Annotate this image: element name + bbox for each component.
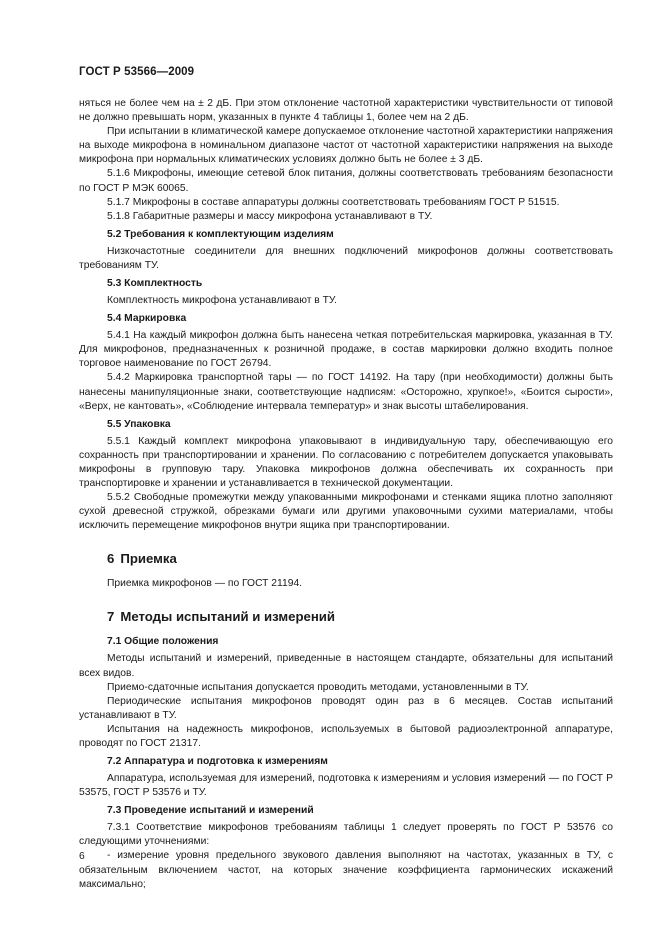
paragraph: 5.5.2 Свободные промежутки между упакованными микрофонами и стенками ящика плотно заполняют сухой древесной стружкой, обрезками бумаги или другими упаковочными сухими материалами, чтобы исключить перемещение микрофонов внутри ящика при транспортировании. <box>79 492 613 532</box>
section-heading: 5.4 Маркировка <box>107 313 187 325</box>
paragraph: 5.5.1 Каждый комплект микрофона упаковывают в индивидуальную тару, обеспечивающую его сохранность при транспортировании и хранении. По согласованию с потребителем допускается упаковывать микрофоны в групповую тару. Упаковка микрофонов должна обеспечивать их сохранность при транспортировке и хранении и устанавливается в технической документации. <box>79 435 613 489</box>
paragraph: Периодические испытания микрофонов проводят один раз в 6 месяцев. Состав испытаний устанавливают в ТУ. <box>79 695 613 721</box>
section-heading: 5.2 Требования к комплектующим изделиям <box>107 228 334 240</box>
paragraph: При испытании в климатической камере допускаемое отклонение частотной характеристики напряжения на выходе микрофона в номинальном диапазоне частот от частотной характеристики напряжения на выходе микрофона при нормальных климатических условиях должно быть не более ± 3 дБ. <box>79 126 613 166</box>
section-heading: 5.5 Упаковка <box>107 418 171 430</box>
paragraph: няться не более чем на ± 2 дБ. При этом отклонение частотной характеристики чувствительности от типовой не должно превышать норм, указанных в пункте 4 таблицы 1, более чем на 2 дБ. <box>79 98 613 124</box>
paragraph: Методы испытаний и измерений, приведенные в настоящем стандарте, обязательны для испытаний всех видов. <box>79 653 613 679</box>
chapter-title: Приемка <box>120 551 177 567</box>
document-header: ГОСТ Р 53566—2009 <box>79 66 195 78</box>
chapter-title: Методы испытаний и измерений <box>120 609 336 625</box>
chapter-heading-methods <box>79 609 613 625</box>
paragraph: 5.1.7 Микрофоны в составе аппаратуры должны соответствовать требованиям ГОСТ Р 51515. <box>107 196 560 208</box>
document-body <box>79 97 613 892</box>
chapter-number: 7 <box>107 609 115 625</box>
list-item: - измерение уровня предельного звукового давления выполняют на частотах, указанных в ТУ, с обязательным включением частот, на которых значение коэффициента гармонических искажений максимально; <box>79 850 613 890</box>
chapter-number: 6 <box>107 551 115 567</box>
paragraph: 5.1.8 Габаритные размеры и массу микрофона устанавливают в ТУ. <box>107 210 433 222</box>
paragraph: Приемка микрофонов — по ГОСТ 21194. <box>107 578 303 590</box>
paragraph: Комплектность микрофона устанавливают в ТУ. <box>107 295 337 307</box>
paragraph: 5.4.2 Маркировка транспортной тары — по ГОСТ 14192. На тару (при необходимости) должны быть нанесены манипуляционные знаки, соответствующие надписям: «Осторожно, хрупкое!», «Боится сырости», «Верх, не кантовать», «Соблюдение интервала температур» и знак высоты штабелирования. <box>79 372 613 412</box>
paragraph: 5.4.1 На каждый микрофон должна быть нанесена четкая потребительская маркировка, указанная в ТУ. Для микрофонов, предназначенных к розничной продаже, в состав маркировки должно входить полное торговое наименование по ГОСТ 26794. <box>79 330 613 370</box>
chapter-heading-acceptance <box>79 551 613 567</box>
paragraph: Аппаратура, используемая для измерений, подготовка к измерениям и условия измерений — по ГОСТ Р 53575, ГОСТ Р 53576 и ТУ. <box>79 773 613 799</box>
paragraph: 5.1.6 Микрофоны, имеющие сетевой блок питания, должны соответствовать требованиям безопасности по ГОСТ Р МЭК 60065. <box>79 168 613 194</box>
section-heading: 7.3 Проведение испытаний и измерений <box>107 805 314 817</box>
section-heading: 7.1 Общие положения <box>107 636 219 648</box>
section-heading: 7.2 Аппаратура и подготовка к измерениям <box>107 756 328 768</box>
section-heading: 5.3 Комплектность <box>107 278 203 290</box>
page-number: 6 <box>79 851 85 862</box>
paragraph: Испытания на надежность микрофонов, используемых в бытовой радиоэлектронной аппаратуре, проводят по ГОСТ 21317. <box>79 723 613 749</box>
paragraph: 7.3.1 Соответствие микрофонов требованиям таблицы 1 следует проверять по ГОСТ Р 53576 со следующими уточнениями: <box>79 822 613 848</box>
paragraph: Приемо-сдаточные испытания допускается проводить методами, установленными в ТУ. <box>107 681 529 693</box>
paragraph: Низкочастотные соединители для внешних подключений микрофонов должны соответствовать требованиям ТУ. <box>79 245 613 271</box>
